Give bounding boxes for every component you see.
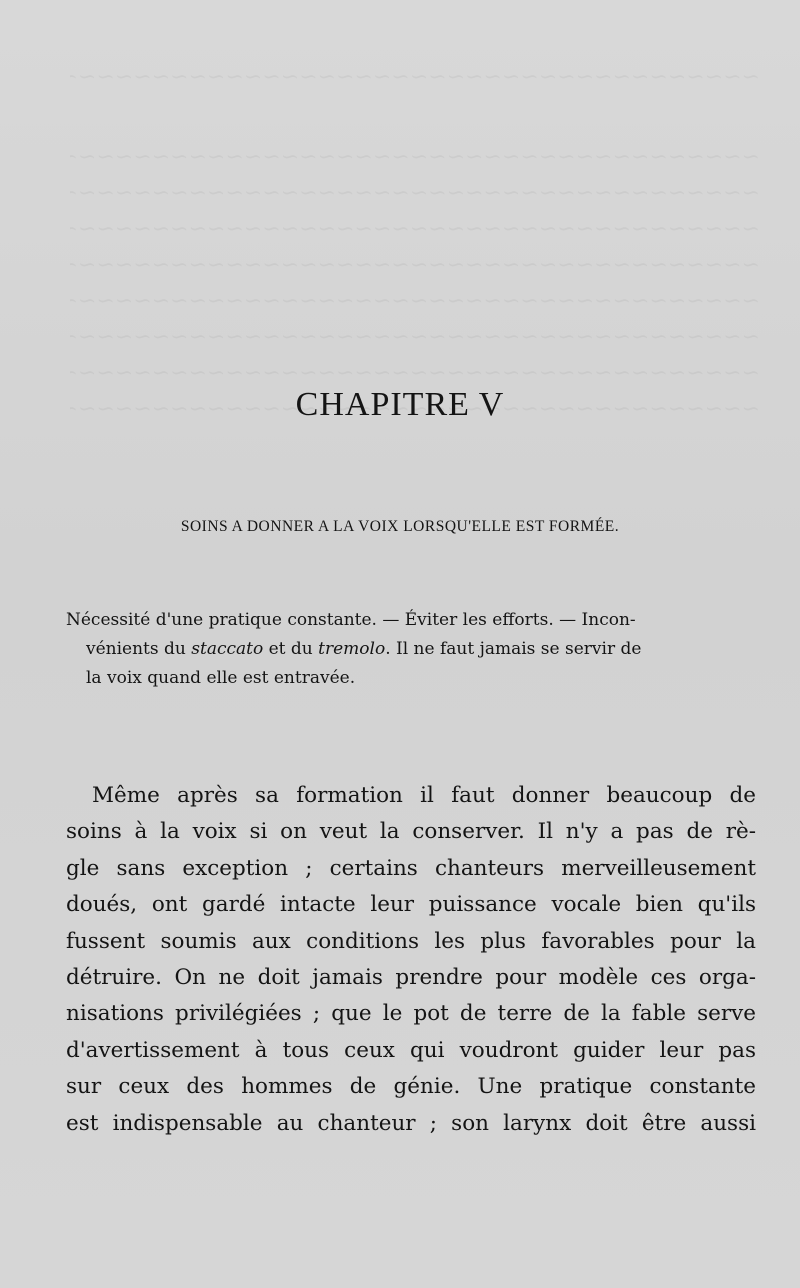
body-line: doués, ont gardé intacte leur puissance vocale bien qu'ils: [66, 892, 756, 918]
bleed-through-texture: [70, 60, 760, 96]
body-line: gle sans exception ; certains chanteurs merveilleusement: [66, 855, 756, 881]
body-line: fussent soumis aux conditions les plus favorables pour la: [66, 928, 756, 954]
body-line: détruire. On ne doit jamais prendre pour modèle ces orga-: [66, 965, 756, 991]
summary-italic-term: staccato: [191, 639, 264, 659]
chapter-title: CHAPITRE V: [295, 386, 505, 423]
chapter-summary: [66, 606, 746, 693]
body-line: soins à la voix si on veut la conserver. Il n'y a pas de rè-: [66, 819, 756, 845]
summary-text: et du: [263, 639, 319, 659]
body-paragraph: [66, 778, 756, 1142]
summary-line: la voix quand elle est entravée.: [86, 668, 356, 688]
summary-text: . Il ne faut jamais se servir de: [385, 639, 642, 659]
body-line: Même après sa formation il faut donner beaucoup de: [92, 783, 756, 808]
summary-italic-term: tremolo: [318, 639, 386, 659]
chapter-subtitle: SOINS A DONNER A LA VOIX LORSQU'ELLE EST FORMÉE.: [180, 518, 620, 535]
summary-line: Nécessité d'une pratique constante. — Éviter les efforts. — Incon-: [66, 610, 636, 630]
body-line: sur ceux des hommes de génie. Une pratique constante: [66, 1074, 756, 1100]
body-line: nisations privilégiées ; que le pot de terre de la fable serve: [66, 1001, 756, 1027]
body-line: d'avertissement à tous ceux qui voudront guider leur pas: [66, 1037, 756, 1063]
summary-line: [66, 635, 746, 664]
summary-text: vénients du: [86, 639, 192, 659]
body-line: est indispensable au chanteur ; son larynx doit être aussi: [66, 1110, 756, 1136]
